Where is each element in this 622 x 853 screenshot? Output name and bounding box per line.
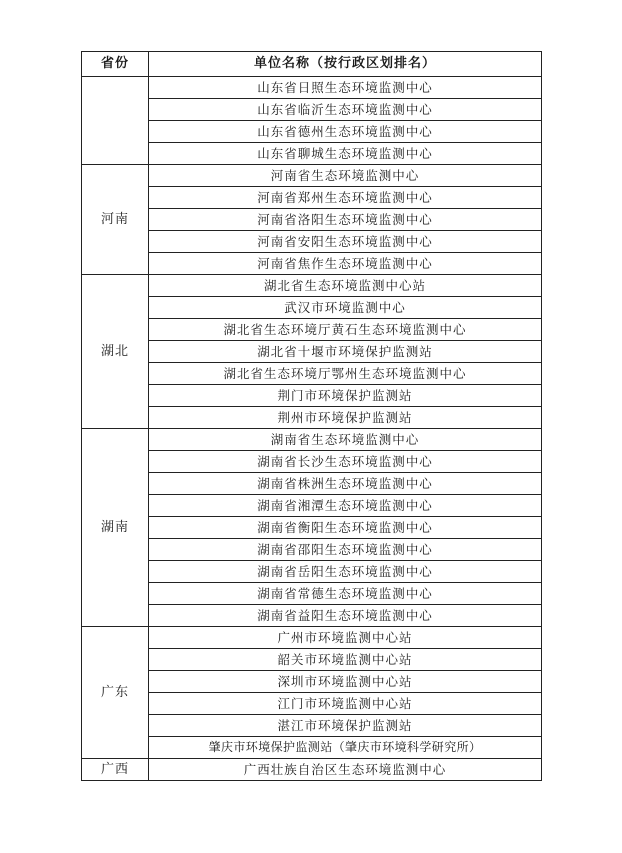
unit-name-cell: 湖北省生态环境厅黄石生态环境监测中心	[149, 319, 542, 341]
unit-list-table	[81, 51, 542, 781]
table-row	[82, 341, 542, 363]
table-row	[82, 319, 542, 341]
table-row	[82, 605, 542, 627]
unit-name-cell: 湖南省生态环境监测中心	[149, 429, 542, 451]
table-row	[82, 253, 542, 275]
unit-name-cell: 河南省安阳生态环境监测中心	[149, 231, 542, 253]
header-row	[82, 52, 542, 77]
table-row	[82, 143, 542, 165]
unit-name-cell: 湖南省株洲生态环境监测中心	[149, 473, 542, 495]
table-row	[82, 209, 542, 231]
table-row	[82, 165, 542, 187]
table-row	[82, 737, 542, 759]
province-cell: 湖南	[82, 429, 149, 627]
unit-name-cell: 武汉市环境监测中心	[149, 297, 542, 319]
unit-name-cell: 山东省临沂生态环境监测中心	[149, 99, 542, 121]
unit-name-cell: 韶关市环境监测中心站	[149, 649, 542, 671]
unit-name-cell: 河南省洛阳生态环境监测中心	[149, 209, 542, 231]
unit-name-cell: 山东省聊城生态环境监测中心	[149, 143, 542, 165]
table-row	[82, 517, 542, 539]
province-cell	[82, 77, 149, 165]
unit-name-cell: 广州市环境监测中心站	[149, 627, 542, 649]
unit-name-cell: 肇庆市环境保护监测站（肇庆市环境科学研究所）	[149, 737, 542, 759]
table-header	[82, 52, 542, 77]
unit-name-cell: 河南省郑州生态环境监测中心	[149, 187, 542, 209]
unit-name-cell: 江门市环境监测中心站	[149, 693, 542, 715]
table-row	[82, 561, 542, 583]
unit-name-cell: 湖南省常德生态环境监测中心	[149, 583, 542, 605]
table-row	[82, 627, 542, 649]
table-row	[82, 715, 542, 737]
table-row	[82, 759, 542, 781]
table-row	[82, 583, 542, 605]
unit-name-cell: 湖北省生态环境厅鄂州生态环境监测中心	[149, 363, 542, 385]
table-row	[82, 121, 542, 143]
unit-name-cell: 广西壮族自治区生态环境监测中心	[149, 759, 542, 781]
table-row	[82, 539, 542, 561]
table-row	[82, 275, 542, 297]
table-row	[82, 99, 542, 121]
unit-name-cell: 深圳市环境监测中心站	[149, 671, 542, 693]
unit-name-cell: 湖北省十堰市环境保护监测站	[149, 341, 542, 363]
unit-name-cell: 山东省德州生态环境监测中心	[149, 121, 542, 143]
table-row	[82, 649, 542, 671]
table-body	[82, 77, 542, 781]
unit-name-cell: 河南省生态环境监测中心	[149, 165, 542, 187]
province-cell: 湖北	[82, 275, 149, 429]
province-cell: 河南	[82, 165, 149, 275]
unit-name-cell: 湖南省邵阳生态环境监测中心	[149, 539, 542, 561]
table-row	[82, 429, 542, 451]
table-row	[82, 385, 542, 407]
table-row	[82, 473, 542, 495]
header-province: 省份	[82, 52, 149, 77]
unit-name-cell: 荆州市环境保护监测站	[149, 407, 542, 429]
table-row	[82, 693, 542, 715]
table-row	[82, 297, 542, 319]
table-row	[82, 231, 542, 253]
table-row	[82, 451, 542, 473]
unit-name-cell: 湖南省岳阳生态环境监测中心	[149, 561, 542, 583]
unit-name-cell: 湖北省生态环境监测中心站	[149, 275, 542, 297]
province-cell: 广东	[82, 627, 149, 759]
unit-name-cell: 湖南省衡阳生态环境监测中心	[149, 517, 542, 539]
table-row	[82, 495, 542, 517]
table-row	[82, 671, 542, 693]
unit-name-cell: 湖南省益阳生态环境监测中心	[149, 605, 542, 627]
table-row	[82, 77, 542, 99]
header-unit-name: 单位名称（按行政区划排名）	[149, 52, 542, 77]
unit-name-cell: 湖南省湘潭生态环境监测中心	[149, 495, 542, 517]
unit-name-cell: 荆门市环境保护监测站	[149, 385, 542, 407]
unit-name-cell: 湖南省长沙生态环境监测中心	[149, 451, 542, 473]
table-row	[82, 363, 542, 385]
unit-name-cell: 河南省焦作生态环境监测中心	[149, 253, 542, 275]
table-row	[82, 407, 542, 429]
table-row	[82, 187, 542, 209]
unit-name-cell: 山东省日照生态环境监测中心	[149, 77, 542, 99]
unit-name-cell: 湛江市环境保护监测站	[149, 715, 542, 737]
province-cell: 广西	[82, 759, 149, 781]
